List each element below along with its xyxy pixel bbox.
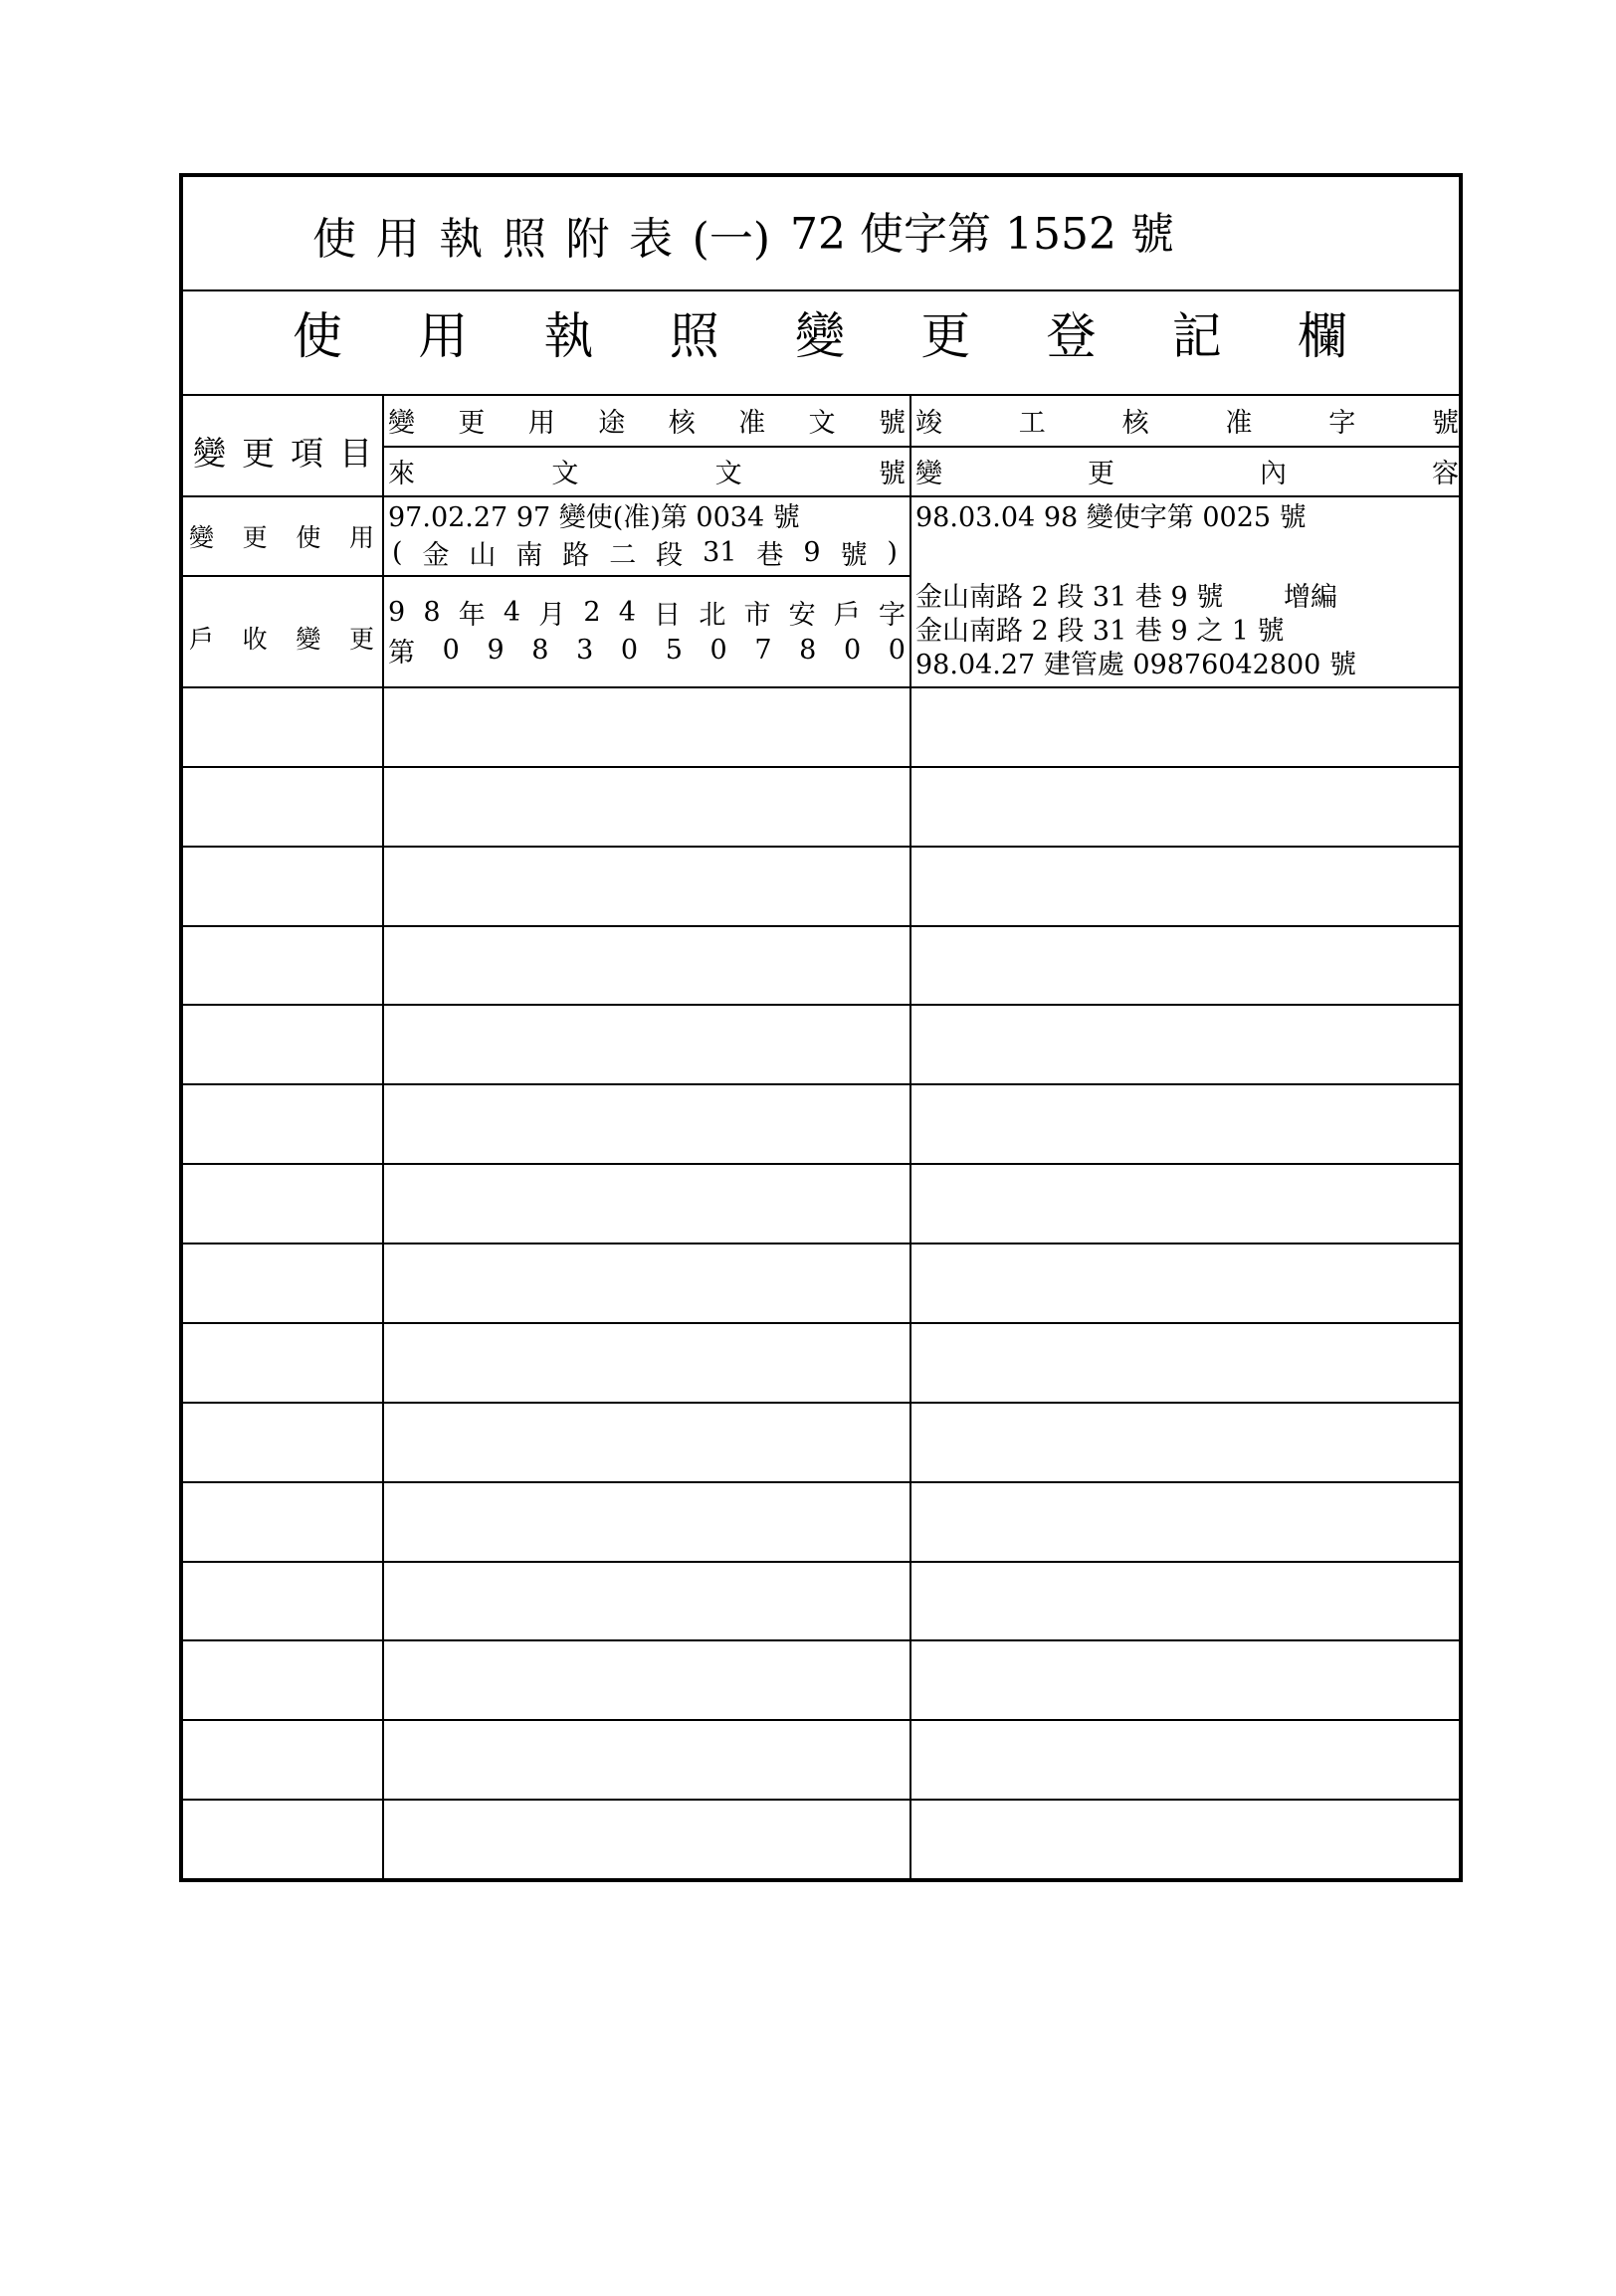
empty-row-divider: [183, 1322, 1459, 1324]
empty-row-divider: [183, 1163, 1459, 1165]
row-content-line-2: 金山南路 2 段 31 巷 9 之 1 號: [915, 616, 1285, 647]
header-completion-approval-number: [915, 400, 1459, 440]
cell-char: 更: [242, 523, 268, 552]
divider: [183, 289, 1459, 291]
header-change-item: [193, 426, 372, 476]
cell-char: 0: [620, 634, 639, 666]
cell-char: 南: [515, 539, 543, 571]
cell-char: 9: [487, 634, 505, 666]
register-title-char: 更: [920, 307, 971, 365]
cell-char: 7: [754, 634, 772, 666]
cell-char: 8: [531, 634, 549, 666]
cell-char: 年: [458, 599, 486, 631]
row-content-tag: 增編: [1284, 582, 1337, 613]
header-char: 變: [193, 433, 226, 473]
cell-char: 0: [843, 634, 862, 666]
row-content-line-1: 金山南路 2 段 31 巷 9 號: [915, 582, 1224, 613]
cell-char: 使: [296, 523, 321, 552]
cell-char: 31: [703, 536, 737, 568]
header-char: 文: [808, 407, 836, 439]
row-change-item: [189, 519, 374, 553]
usage-permit-change-register: [179, 173, 1463, 1882]
cell-char: 3: [576, 634, 594, 666]
row-doc-line-2: [388, 633, 906, 667]
empty-row-divider: [183, 1004, 1459, 1006]
empty-row-divider: [183, 1799, 1459, 1801]
header-char: 目: [339, 433, 372, 473]
empty-row-divider: [183, 1639, 1459, 1641]
register-title-char: 登: [1046, 307, 1097, 365]
cell-char: 字: [879, 599, 906, 631]
header-char: 更: [1088, 458, 1114, 489]
header-char: 變: [915, 458, 942, 489]
cell-char: 0: [888, 634, 906, 666]
cell-char: ): [887, 536, 898, 568]
header-char: 核: [1121, 407, 1149, 439]
cell-char: 0: [442, 634, 460, 666]
header-char: 用: [527, 407, 555, 439]
row-content-line-3: 98.04.27 建管處 09876042800 號: [915, 650, 1356, 680]
cell-char: 段: [656, 539, 684, 571]
divider: [183, 686, 1459, 688]
header-char: 字: [1328, 407, 1356, 439]
cell-char: 8: [423, 596, 441, 628]
cell-char: 路: [562, 539, 590, 571]
register-title: [293, 300, 1347, 364]
header-char: 文: [551, 458, 579, 489]
title-char: 照: [502, 214, 546, 265]
register-title-char: 用: [418, 307, 469, 365]
cell-char: 戶: [189, 625, 215, 654]
column-divider: [382, 394, 384, 1882]
cell-char: 戶: [833, 599, 861, 631]
cell-char: 2: [583, 596, 601, 628]
row-change-item: [189, 621, 374, 655]
empty-row-divider: [183, 766, 1459, 768]
cell-char: 0: [709, 634, 727, 666]
cell-char: 二: [609, 539, 637, 571]
header-incoming-doc-number: [388, 451, 906, 490]
cell-char: (: [392, 536, 403, 568]
header-char: 變: [388, 407, 415, 439]
cell-char: 號: [840, 539, 868, 571]
header-char: 項: [291, 433, 323, 473]
header-char: 內: [1260, 458, 1287, 489]
cell-char: 市: [743, 599, 771, 631]
title-char: 附: [565, 214, 610, 265]
row-content-line-1: 98.03.04 98 變使字第 0025 號: [915, 502, 1307, 533]
row-doc-line-1: 97.02.27 97 變使(准)第 0034 號: [388, 502, 800, 533]
cell-char: 巷: [756, 539, 784, 571]
header-char: 核: [668, 407, 696, 439]
row-doc-line-1: [388, 595, 906, 629]
column-divider: [909, 394, 911, 1882]
title-prefix: [312, 205, 770, 265]
register-title-char: 使: [293, 307, 342, 365]
cell-char: 第: [388, 637, 415, 669]
header-char: 號: [878, 407, 906, 439]
cell-char: 更: [348, 625, 374, 654]
cell-char: 安: [788, 599, 816, 631]
cell-char: 9: [803, 536, 821, 568]
title-char: (一): [692, 214, 770, 265]
cell-char: 用: [348, 523, 374, 552]
header-char: 文: [714, 458, 742, 489]
header-char: 號: [1431, 407, 1459, 439]
row-divider-left: [183, 575, 909, 577]
empty-row-divider: [183, 1083, 1459, 1085]
cell-char: 月: [538, 599, 566, 631]
header-char: 竣: [915, 407, 942, 439]
empty-row-divider: [183, 1561, 1459, 1563]
header-subdivider: [382, 446, 1459, 448]
register-title-char: 執: [543, 307, 594, 365]
empty-row-divider: [183, 1719, 1459, 1721]
cell-char: 8: [799, 634, 817, 666]
empty-row-divider: [183, 925, 1459, 927]
cell-char: 變: [296, 625, 321, 654]
header-change-content: [915, 451, 1459, 490]
header-char: 來: [388, 458, 415, 489]
cell-char: 9: [388, 596, 406, 628]
empty-row-divider: [183, 1243, 1459, 1244]
title-permit-number: 72 使字第 1552 號: [790, 209, 1174, 260]
header-char: 更: [458, 407, 486, 439]
form-title: [183, 205, 1459, 265]
header-char: 准: [738, 407, 766, 439]
register-title-char: 照: [669, 307, 719, 365]
header-char: 工: [1018, 407, 1046, 439]
title-char: 執: [439, 214, 484, 265]
cell-char: 5: [665, 634, 683, 666]
cell-char: 變: [189, 523, 215, 552]
row-doc-line-2: [392, 535, 898, 569]
divider: [183, 495, 1459, 497]
register-title-char: 記: [1171, 307, 1222, 365]
header-char: 更: [242, 433, 275, 473]
cell-char: 收: [242, 625, 268, 654]
header-char: 准: [1225, 407, 1253, 439]
header-approval-doc-number: [388, 400, 906, 440]
cell-char: 金: [422, 539, 450, 571]
empty-row-divider: [183, 1481, 1459, 1483]
title-char: 用: [375, 214, 420, 265]
register-title-char: 欄: [1298, 307, 1347, 365]
header-char: 容: [1432, 458, 1459, 489]
empty-row-divider: [183, 846, 1459, 848]
register-title-char: 變: [795, 307, 845, 365]
title-char: 使: [312, 214, 356, 265]
header-char: 途: [598, 407, 626, 439]
cell-char: 山: [469, 539, 497, 571]
cell-char: 日: [654, 599, 682, 631]
title-char: 表: [629, 214, 674, 265]
divider: [183, 394, 1459, 396]
header-char: 號: [878, 458, 906, 489]
empty-row-divider: [183, 1402, 1459, 1404]
cell-char: 北: [699, 599, 726, 631]
cell-char: 4: [503, 596, 521, 628]
cell-char: 4: [618, 596, 636, 628]
